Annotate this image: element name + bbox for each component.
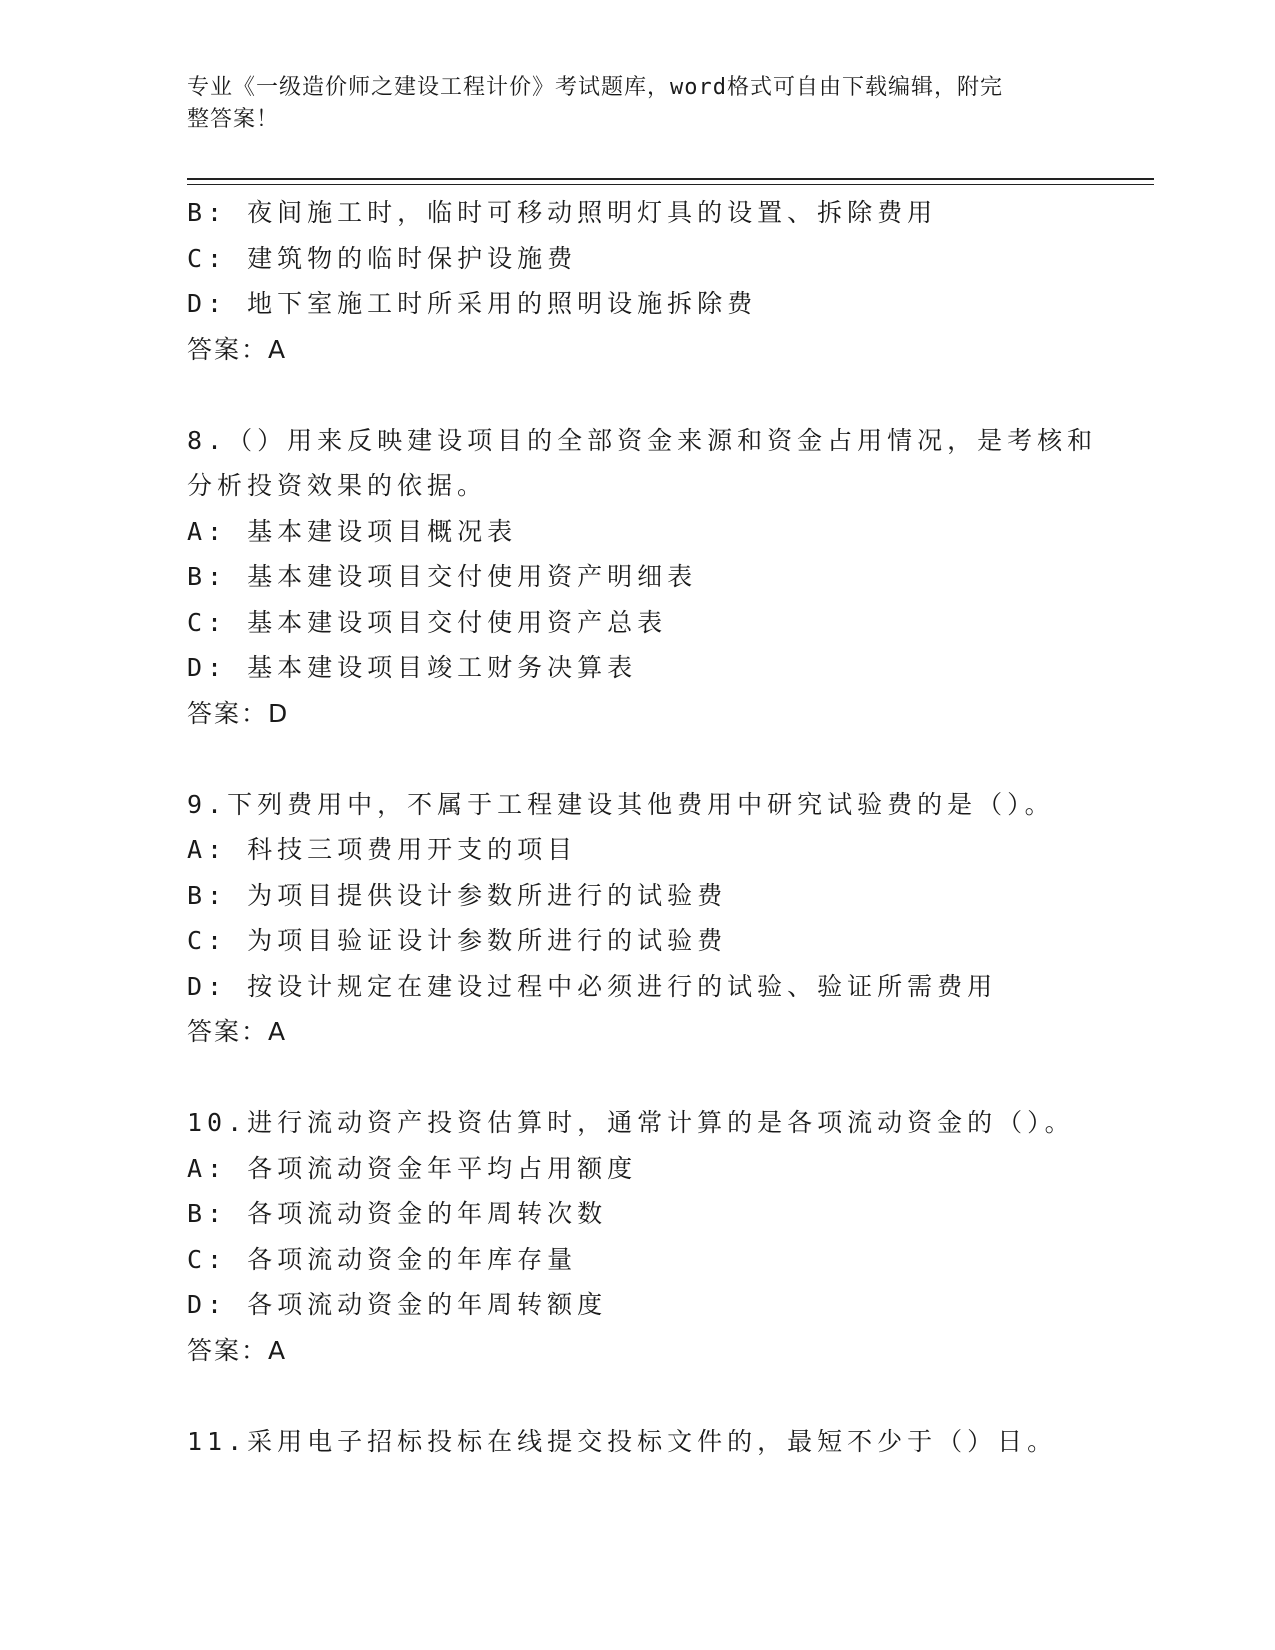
question-stem: 11.采用电子招标投标在线提交投标文件的，最短不少于（）日。 xyxy=(187,1426,1058,1456)
header-line-2: 整答案！ xyxy=(187,107,280,132)
question-7 xyxy=(187,190,1147,372)
header-divider-thick xyxy=(187,178,1154,180)
question-stem: 10.进行流动资产投资估算时，通常计算的是各项流动资金的（）。 xyxy=(187,1108,1075,1137)
option-b: B: 夜间施工时，临时可移动照明灯具的设置、拆除费用 xyxy=(187,198,938,227)
question-stem-continued: 分析投资效果的依据。 xyxy=(187,471,488,500)
question-11 xyxy=(187,1419,1147,1465)
option-a: A: 科技三项费用开支的项目 xyxy=(187,835,578,864)
question-stem: 9.下列费用中，不属于工程建设其他费用中研究试验费的是（）。 xyxy=(187,789,1055,819)
option-b: B: 为项目提供设计参数所进行的试验费 xyxy=(187,880,728,910)
option-c: C: 为项目验证设计参数所进行的试验费 xyxy=(187,926,728,955)
question-9 xyxy=(187,782,1147,1055)
option-d: D: 按设计规定在建设过程中必须进行的试验、验证所需费用 xyxy=(187,971,998,1001)
option-d: D: 基本建设项目竣工财务决算表 xyxy=(187,653,638,682)
option-d: D: 各项流动资金的年周转额度 xyxy=(187,1290,608,1319)
option-b: B: 基本建设项目交付使用资产明细表 xyxy=(187,562,698,591)
option-c: C: 基本建设项目交付使用资产总表 xyxy=(187,607,668,637)
option-a: A: 基本建设项目概况表 xyxy=(187,516,518,546)
question-10 xyxy=(187,1100,1147,1373)
option-c: C: 各项流动资金的年库存量 xyxy=(187,1244,578,1274)
question-8 xyxy=(187,418,1147,737)
option-b: B: 各项流动资金的年周转次数 xyxy=(187,1199,608,1228)
option-c: C: 建筑物的临时保护设施费 xyxy=(187,243,578,273)
spacer xyxy=(187,1055,1147,1101)
spacer xyxy=(187,1373,1147,1419)
header-divider-thin xyxy=(187,184,1154,185)
answer: 答案：A xyxy=(187,1335,288,1365)
spacer xyxy=(187,372,1147,418)
answer: 答案：A xyxy=(187,334,288,364)
answer: 答案：A xyxy=(187,1017,288,1046)
document-header xyxy=(187,72,1067,136)
question-list xyxy=(187,190,1147,1464)
answer: 答案：D xyxy=(187,698,290,728)
option-a: A: 各项流动资金年平均占用额度 xyxy=(187,1153,638,1183)
option-d: D: 地下室施工时所采用的照明设施拆除费 xyxy=(187,289,758,318)
header-line-1: 专业《一级造价师之建设工程计价》考试题库，word格式可自由下载编辑，附完 xyxy=(187,75,1003,100)
question-stem: 8.（）用来反映建设项目的全部资金来源和资金占用情况，是考核和 xyxy=(187,425,1098,455)
spacer xyxy=(187,736,1147,782)
